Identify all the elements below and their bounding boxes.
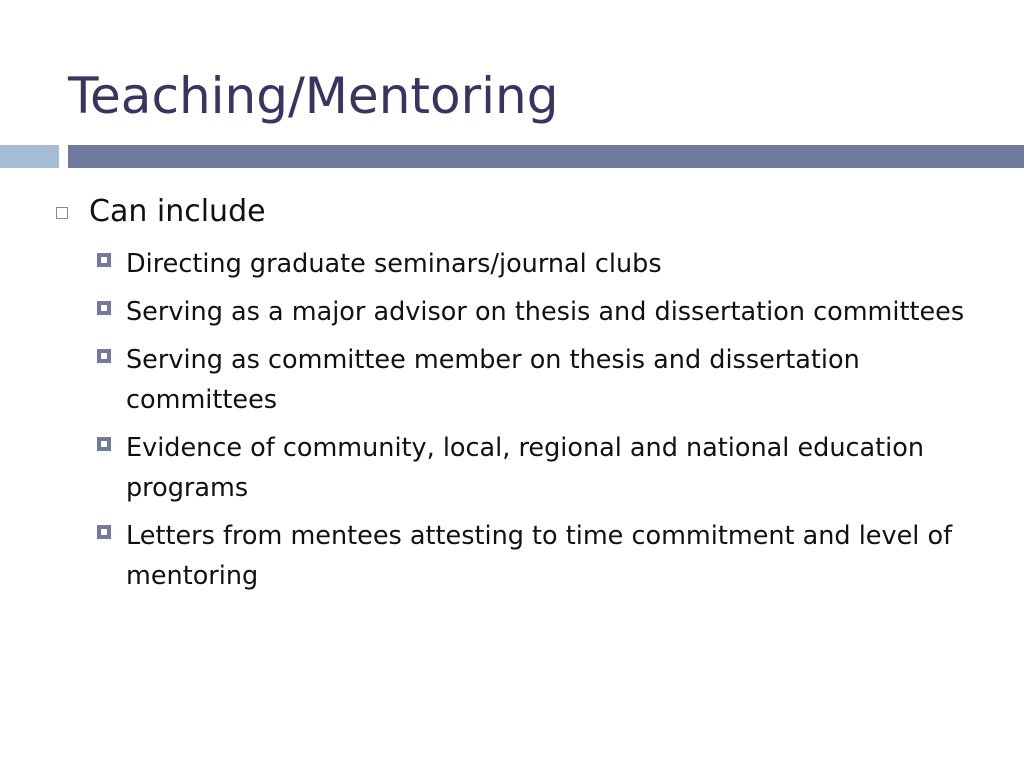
- header-accent-bar-right: [68, 145, 1024, 168]
- bullet-level1-text: Can include: [89, 194, 266, 229]
- sub-bullet-item: [97, 516, 1012, 596]
- header-accent-bar-left: [0, 145, 59, 168]
- sub-bullet-text: Serving as committee member on thesis and dissertation committees: [126, 345, 860, 415]
- square-bullet-icon: [97, 253, 111, 267]
- square-bullet-icon: [97, 525, 111, 539]
- sub-bullet-list: [97, 244, 1012, 604]
- hollow-square-bullet-icon: [56, 207, 68, 219]
- sub-bullet-text: Evidence of community, local, regional and national education programs: [126, 433, 924, 503]
- sub-bullet-item: [97, 340, 1012, 420]
- square-bullet-icon: [97, 349, 111, 363]
- square-bullet-icon: [97, 437, 111, 451]
- sub-bullet-item: [97, 428, 1012, 508]
- sub-bullet-item: [97, 292, 1012, 332]
- square-bullet-icon: [97, 301, 111, 315]
- bullet-level1: [56, 193, 266, 231]
- sub-bullet-text: Letters from mentees attesting to time commitment and level of mentoring: [126, 521, 953, 591]
- sub-bullet-text: Directing graduate seminars/journal clubs: [126, 249, 662, 279]
- sub-bullet-text: Serving as a major advisor on thesis and dissertation committees: [126, 297, 965, 327]
- slide-title: Teaching/Mentoring: [68, 67, 559, 125]
- sub-bullet-item: [97, 244, 1012, 284]
